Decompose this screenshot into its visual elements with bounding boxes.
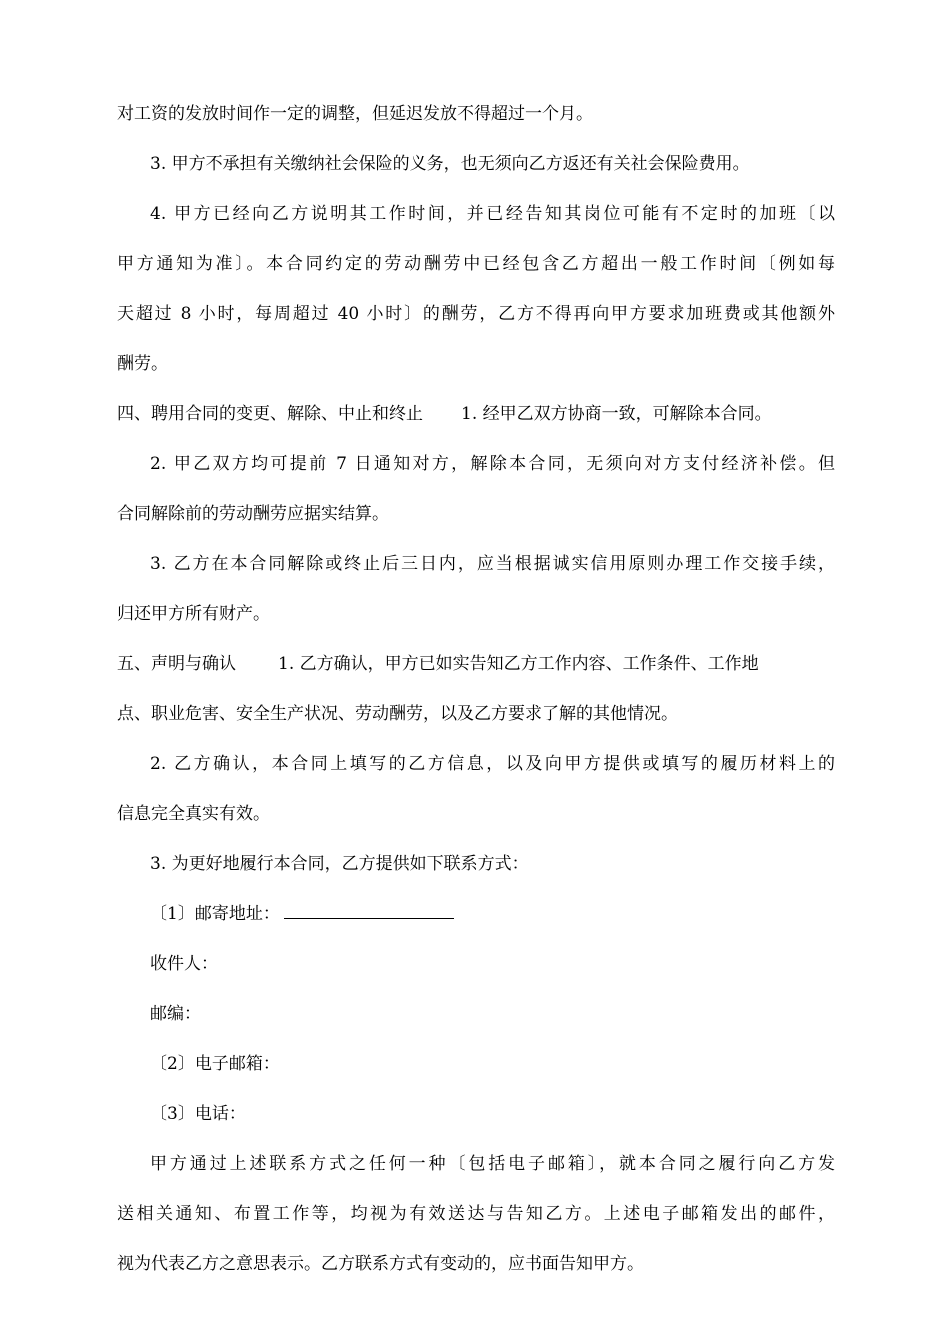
paragraph-line: 天超过 8 小时，每周超过 40 小时〕的酬劳，乙方不得再向甲方要求加班费或其他额外	[117, 304, 835, 324]
paragraph-line: 甲方通知为准〕。本合同约定的劳动酬劳中已经包含乙方超出一般工作时间〔例如每	[117, 254, 835, 274]
section-4-clause-1: 1. 经甲乙双方协商一致，可解除本合同。	[461, 404, 772, 424]
mailing-address-blank	[284, 904, 454, 919]
mailing-address-label: 〔1〕邮寄地址：	[150, 904, 280, 924]
paragraph-line: 归还甲方所有财产。	[117, 604, 270, 624]
clause-3-social-insurance: 3. 甲方不承担有关缴纳社会保险的义务，也无须向乙方返还有关社会保险费用。	[150, 154, 750, 174]
section-5-clause-1: 1. 乙方确认，甲方已如实告知乙方工作内容、工作条件、工作地	[278, 654, 759, 674]
paragraph-line: 送相关通知、布置工作等，均视为有效送达与告知乙方。上述电子邮箱发出的邮件，	[117, 1204, 835, 1224]
section-4-line	[117, 402, 772, 426]
mailing-address-field	[150, 902, 454, 926]
section-4-heading: 四、聘用合同的变更、解除、中止和终止	[117, 404, 423, 424]
phone-label: 〔3〕电话：	[150, 1104, 246, 1124]
notice-paragraph: 甲方通过上述联系方式之任何一种〔包括电子邮箱〕，就本合同之履行向乙方发	[150, 1154, 835, 1174]
section-5-clause-2: 2. 乙方确认，本合同上填写的乙方信息，以及向甲方提供或填写的履历材料上的	[150, 754, 835, 774]
section-4-clause-3: 3. 乙方在本合同解除或终止后三日内，应当根据诚实信用原则办理工作交接手续，	[150, 554, 835, 574]
paragraph-line: 对工资的发放时间作一定的调整，但延迟发放不得超过一个月。	[117, 104, 593, 124]
paragraph-line: 信息完全真实有效。	[117, 804, 270, 824]
section-5-heading: 五、声明与确认	[117, 654, 236, 674]
paragraph-line: 点、职业危害、安全生产状况、劳动酬劳，以及乙方要求了解的其他情况。	[117, 704, 678, 724]
section-5-clause-3: 3. 为更好地履行本合同，乙方提供如下联系方式：	[150, 854, 529, 874]
postcode-label: 邮编：	[150, 1004, 201, 1024]
paragraph-line: 视为代表乙方之意思表示。乙方联系方式有变动的，应书面告知甲方。	[117, 1254, 644, 1274]
email-label: 〔2〕电子邮箱：	[150, 1054, 280, 1074]
section-5-line	[117, 652, 759, 676]
section-4-clause-2: 2. 甲乙双方均可提前 7 日通知对方，解除本合同，无须向对方支付经济补偿。但	[150, 454, 835, 474]
paragraph-line: 合同解除前的劳动酬劳应据实结算。	[117, 504, 389, 524]
clause-4-working-hours: 4. 甲方已经向乙方说明其工作时间，并已经告知其岗位可能有不定时的加班〔以	[150, 204, 835, 224]
recipient-label: 收件人：	[150, 954, 218, 974]
paragraph-line: 酬劳。	[117, 354, 168, 374]
